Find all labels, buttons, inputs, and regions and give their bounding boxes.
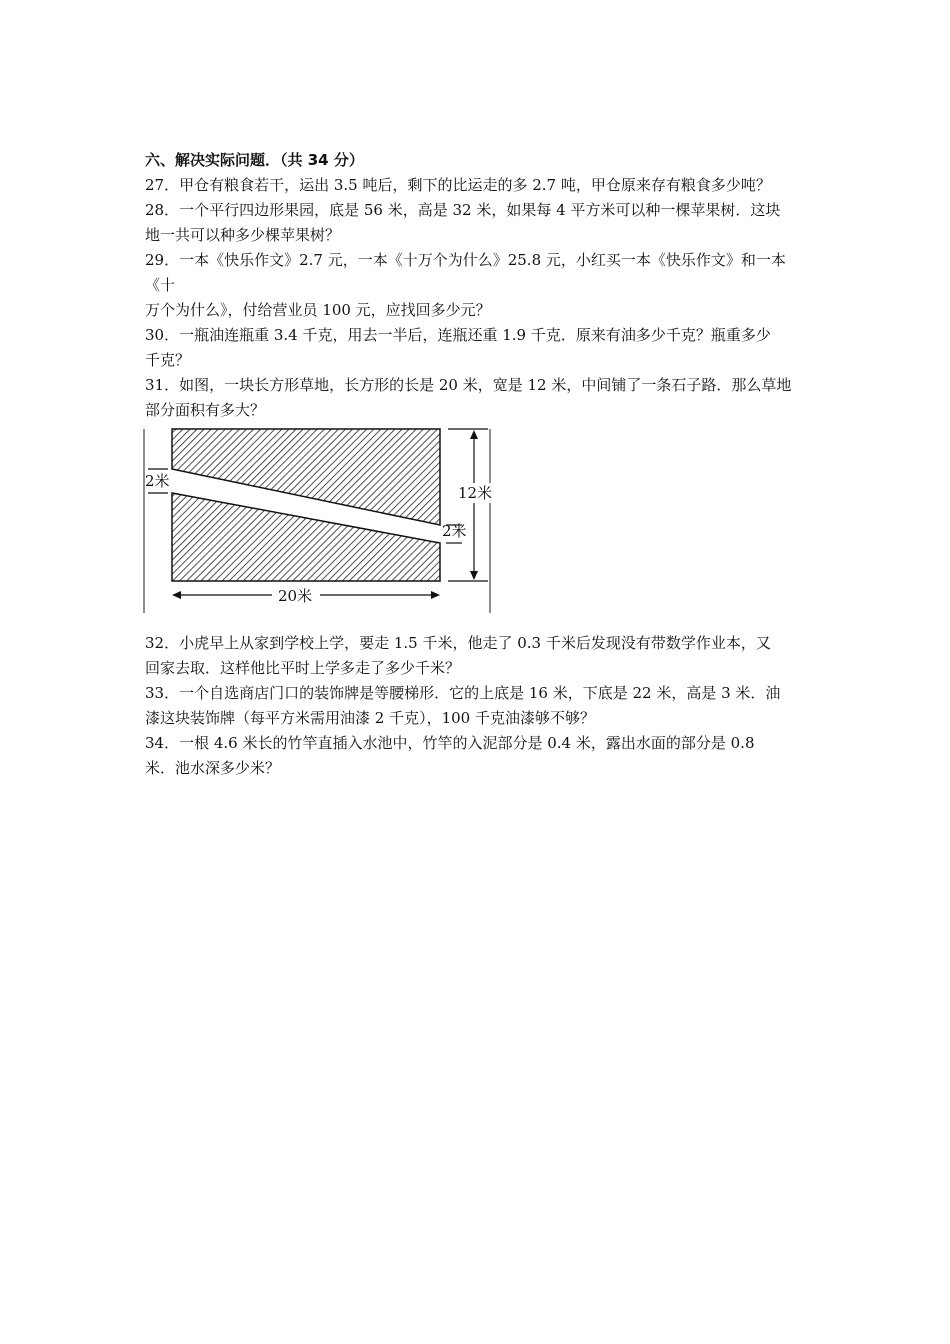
right-path-label: 2米 [442, 522, 467, 540]
length-arrow-left [172, 591, 181, 599]
question-32-line-2: 回家去取．这样他比平时上学多走了多少千米？ [145, 659, 461, 677]
question-33 [145, 681, 815, 731]
question-27 [145, 173, 815, 198]
question-33-line-1: 33．一个自选商店门口的装饰牌是等腰梯形．它的上底是 16 米，下底是 22 米，高是 3 米．油 [145, 684, 781, 702]
question-34-line-1: 34．一根 4.6 米长的竹竿直插入水池中，竹竿的入泥部分是 0.4 米，露出水面的部分是 0.8 [145, 734, 755, 752]
question-34-line-2: 米．池水深多少米？ [145, 759, 281, 777]
question-29 [145, 248, 815, 323]
height-arrow-up [470, 430, 478, 439]
question-29-line-1: 29．一本《快乐作文》2.7 元，一本《十万个为什么》25.8 元，小红买一本《快乐作文》和一本《十 [145, 251, 786, 294]
length-label: 20米 [278, 587, 313, 605]
question-30-line-2: 千克？ [145, 351, 191, 369]
question-31-line-1: 31．如图，一块长方形草地，长方形的长是 20 米，宽是 12 米，中间铺了一条石子路．那么草地 [145, 376, 792, 394]
question-30-line-1: 30．一瓶油连瓶重 3.4 千克，用去一半后，连瓶还重 1.9 千克．原来有油多少千克？瓶重多少 [145, 326, 771, 344]
question-31-line-2: 部分面积有多大？ [145, 401, 266, 419]
height-label: 12米 [458, 484, 492, 502]
left-path-label: 2米 [145, 472, 170, 490]
question-28-line-1: 28．一个平行四边形果园，底是 56 米，高是 32 米，如果每 4 平方米可以种一棵苹果树．这块 [145, 201, 781, 219]
question-32-line-1: 32．小虎早上从家到学校上学，要走 1.5 千米，他走了 0.3 千米后发现没有带数学作业本，又 [145, 634, 771, 652]
question-28 [145, 198, 815, 248]
lawn-path-figure [142, 427, 492, 617]
question-33-line-2: 漆这块装饰牌（每平方米需用油漆 2 千克），100 千克油漆够不够？ [145, 709, 595, 727]
question-34 [145, 731, 815, 781]
lawn-path-diagram [142, 427, 492, 617]
question-31 [145, 373, 815, 423]
question-28-line-2: 地一共可以种多少棵苹果树？ [145, 226, 341, 244]
section-heading: 六、解决实际问题．（共 34 分） [145, 151, 364, 169]
question-27-line-1: 27．甲仓有粮食若干，运出 3.5 吨后，剩下的比运走的多 2.7 吨，甲仓原来存有粮食多少吨？ [145, 176, 771, 194]
length-arrow-right [431, 591, 440, 599]
height-arrow-down [470, 571, 478, 580]
worksheet-page [145, 148, 815, 781]
question-30 [145, 323, 815, 373]
question-29-line-2: 万个为什么》，付给营业员 100 元，应找回多少元？ [145, 301, 491, 319]
question-32 [145, 631, 815, 681]
